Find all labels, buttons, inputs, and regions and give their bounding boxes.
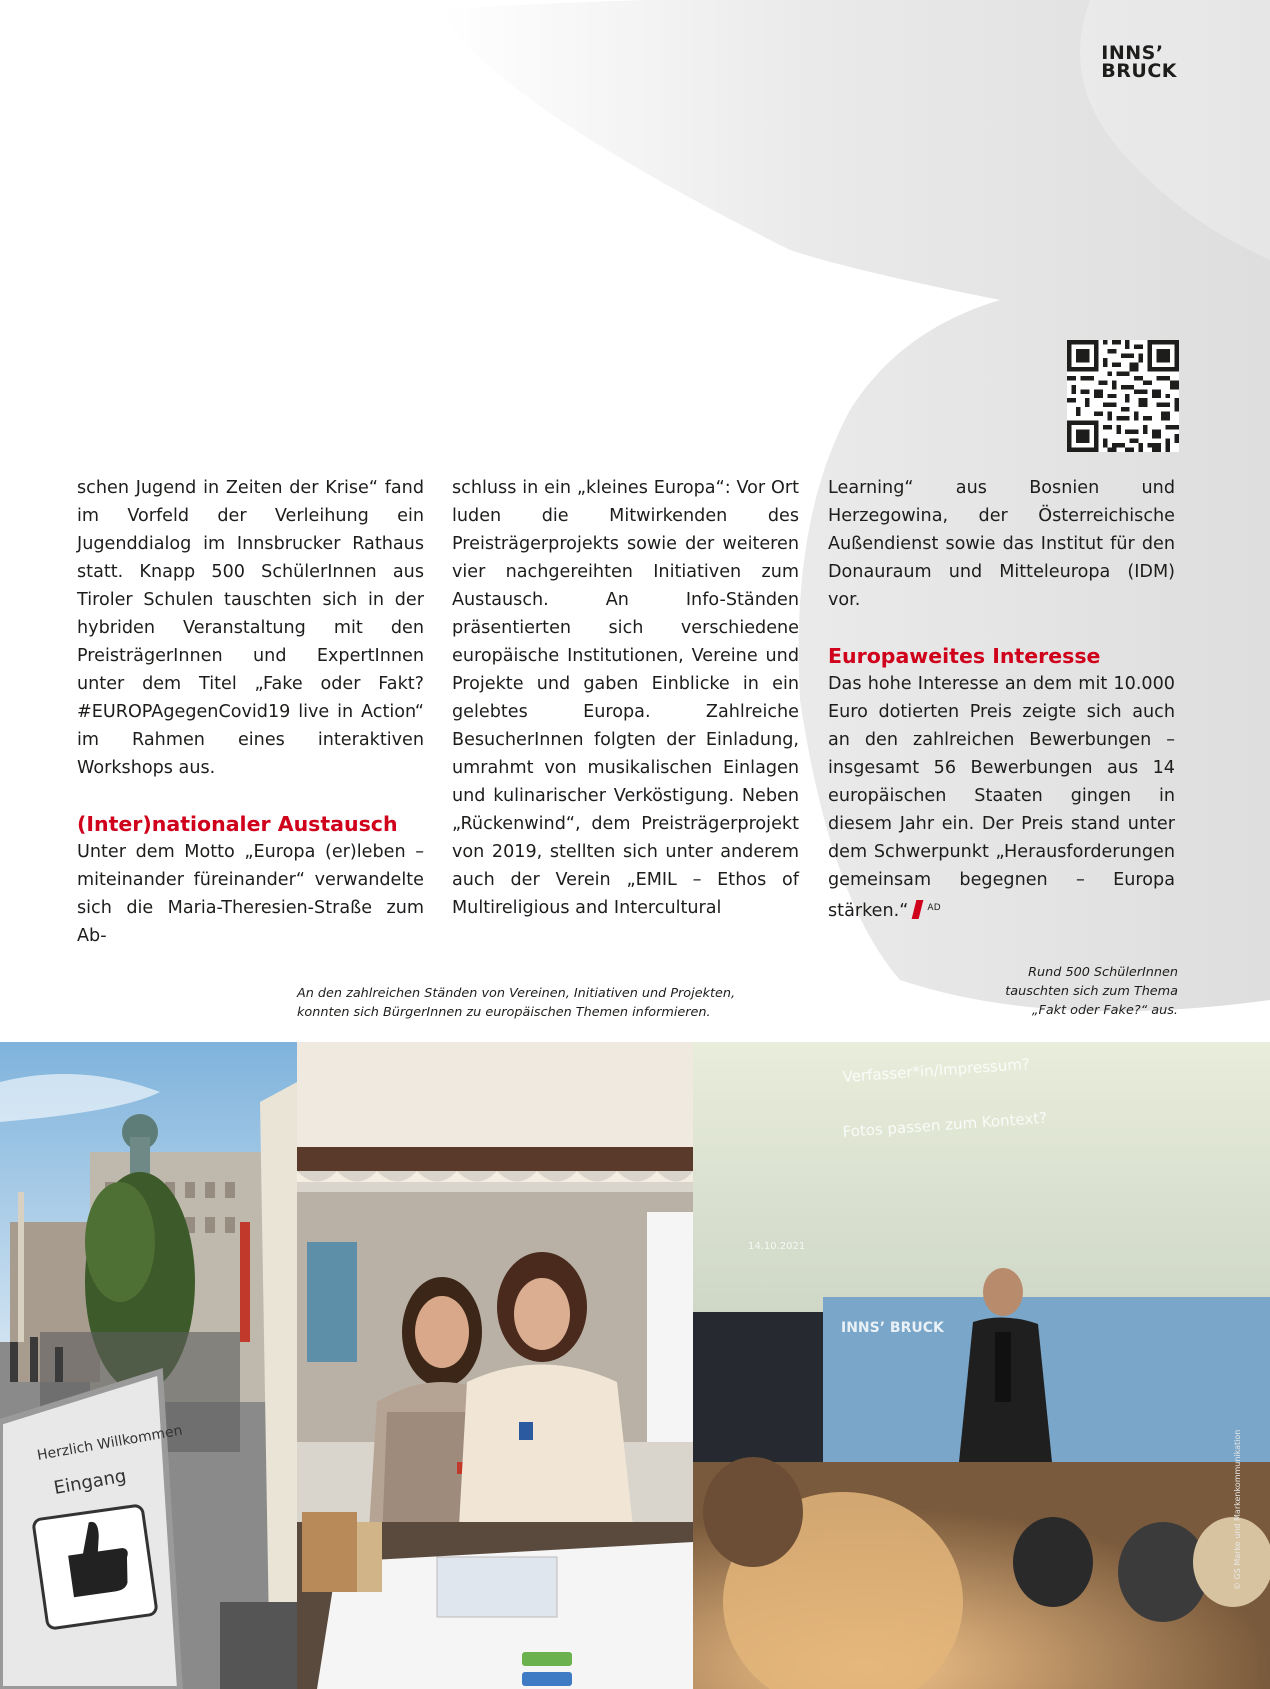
heading-international-exchange: (Inter)nationaler Austausch — [77, 812, 398, 836]
logo-line-2: BRUCK — [1101, 60, 1177, 82]
caption-left-line-1: An den zahlreichen Ständen von Vereinen, Initiativen und Projekten, — [297, 986, 736, 1001]
photo-presentation-workshop — [693, 1042, 1270, 1689]
author-initials: AD — [927, 903, 942, 913]
col3-paragraph-2: Das hohe Interesse an dem mit 10.000 Euro dotierten Preis zeigte sich auch an den zahlreichen Bewerbungen – insgesamt 56 Bewerbungen aus 14 europäischen Staaten gingen in diesem Jahr ein. Der Preis stand unter dem Schwerpunkt „Herausforderungen gemeinsam begegnen – Europa stärken.“ — [828, 674, 1175, 921]
slide-bullet-1: Verfasser*in/Impressum? — [842, 1054, 1031, 1086]
sign-welcome-text: Herzlich Willkommen — [35, 1422, 184, 1464]
sign-entrance-text: Eingang — [52, 1465, 128, 1499]
col3-paragraph-1: Learning“ aus Bosnien und Herzegowina, der Österreichische Außendienst sowie das Institut für den Donauraum und Mitteleuropa (IDM) vor. — [828, 478, 1175, 610]
caption-right — [918, 963, 1178, 1020]
photo-street-welcome-sign — [0, 1042, 297, 1689]
col3-paragraph-2-wrap — [828, 670, 1175, 925]
photo-info-stand — [297, 1042, 693, 1689]
end-mark-icon — [912, 900, 924, 919]
caption-right-line-3: „Fakt oder Fake?“ aus. — [1031, 1003, 1178, 1018]
col2-paragraph-1: schluss in ein „kleines Europa“: Vor Ort luden die Mitwirkenden des Preisträgerprojekts sowie der weiteren vier nachgereihten Initiativen zum Austausch. An Info-Ständen präsentierten sich verschiedene europäische Institutionen, Vereine und Projekte und gaben Einblicke in ein gelebtes Europa. Zahlreiche BesucherInnen folgten der Einladung, umrahmt von musikalischen Einlagen und kulinarischer Verköstigung. Neben „Rückenwind“, dem Preisträgerprojekt von 2019, stellten sich unter anderem auch der Verein „EMIL – Ethos of Multireligious and Intercultural — [452, 478, 799, 918]
article-column-2 — [452, 474, 799, 922]
slide-bullet-2: Fotos passen zum Kontext? — [842, 1108, 1048, 1141]
caption-left — [297, 984, 737, 1022]
slide-date: 14.10.2021 — [748, 1241, 806, 1252]
backdrop-logo-text: INNS’ BRUCK — [841, 1320, 944, 1336]
caption-right-line-2: tauschten sich zum Thema — [1005, 984, 1178, 999]
article-column-3 — [828, 474, 1175, 925]
qr-code[interactable] — [1067, 340, 1179, 452]
col1-paragraph-2: Unter dem Motto „Europa (er)leben – miteinander füreinander“ verwandelte sich die Maria-Theresien-Straße zum Ab- — [77, 842, 424, 946]
qr-code-icon — [1067, 340, 1179, 452]
col1-paragraph-1: schen Jugend in Zeiten der Krise“ fand im Vorfeld der Verleihung ein Jugenddialog im Innsbrucker Rathaus statt. Knapp 500 SchülerInnen aus Tiroler Schulen tauschten sich in der hybriden Veranstaltung mit den PreisträgerInnen und ExpertInnen unter dem Titel „Fake oder Fakt? #EUROPAgegenCovid19 live in Action“ im Rahmen eines interaktiven Workshops aus. — [77, 478, 424, 778]
caption-right-line-1: Rund 500 SchülerInnen — [1028, 965, 1178, 980]
caption-left-line-2: konnten sich BürgerInnen zu europäischen Themen informieren. — [297, 1005, 711, 1020]
photo-credit: © GS Marke und Markenkommunikation — [1233, 1429, 1242, 1590]
heading-europe-wide-interest: Europaweites Interesse — [828, 644, 1101, 668]
innsbruck-logo — [1101, 44, 1177, 80]
article-column-1 — [77, 474, 424, 950]
logo-line-1: INNS’ — [1101, 42, 1164, 64]
